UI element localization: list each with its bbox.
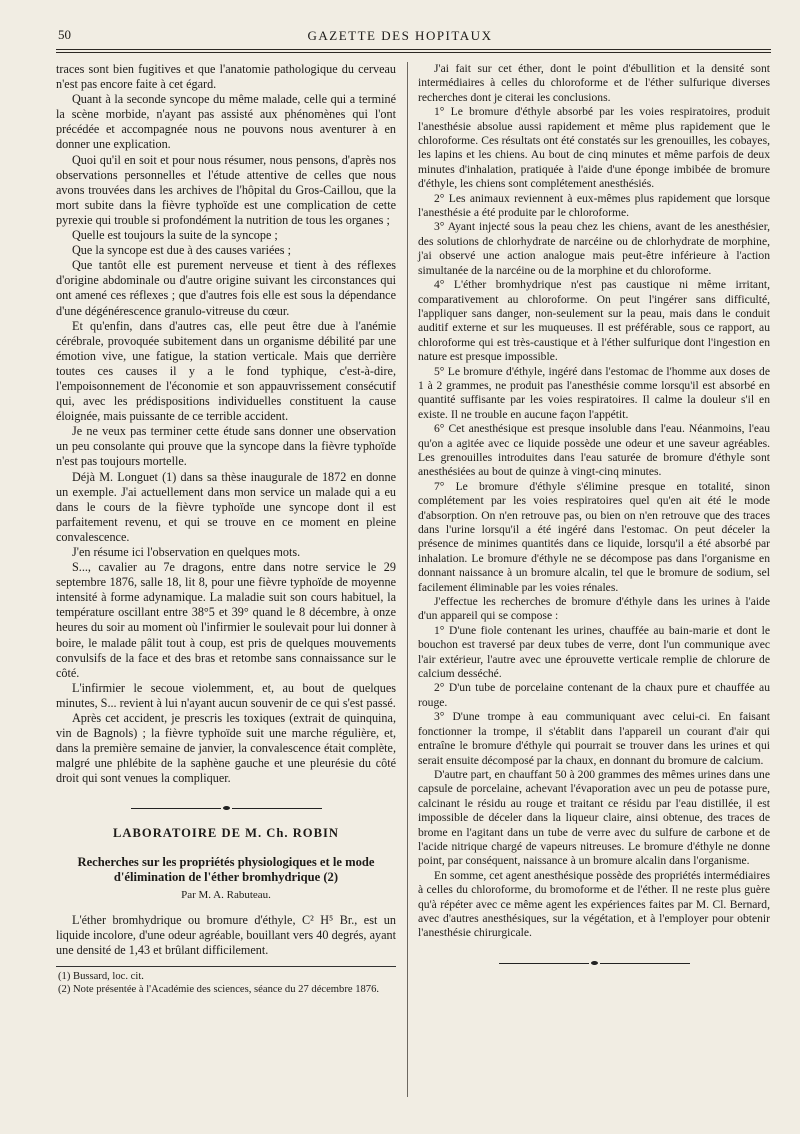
- paragraph: Que tantôt elle est purement nerveuse et tient à des réflexes d'origine abdominale ou d'autre origine suivant les circonstances qui ont amené ces réflexes ; que d'autres fois elle est sous la dépendance d'une dégénérescence granulo-vitreuse du cœur.: [56, 258, 396, 318]
- paragraph: Déjà M. Longuet (1) dans sa thèse inaugurale de 1872 en donne un exemple. J'ai actuellement dans mon service un malade qui a eu dans le cours de la fièvre typhoïde une syncope dont il est parfaitement revenu, et qui se trouve en ce moment en pleine convalescence.: [56, 469, 396, 544]
- paragraph: L'infirmier le secoue violemment, et, au bout de quelques minutes, S... revient à lui n'ayant aucun souvenir de ce qui s'est passé.: [56, 680, 396, 710]
- paper-title: Recherches sur les propriétés physiologiques et le mode d'élimination de l'éther bromhydrique (2): [77, 854, 375, 884]
- footnote: (1) Bussard, loc. cit.: [58, 971, 144, 983]
- paragraph: J'effectue les recherches de bromure d'éthyle dans les urines à l'aide d'un appareil qui se compose :: [418, 595, 770, 623]
- paragraph: 7° Le bromure d'éthyle s'élimine presque en totalité, sinon complétement par les voies respiratoires quel qu'en ait été le mode d'absorption. On n'en retrouve pas, ou bien on n'en retrouve que des traces dans l'urine lorsqu'il a été ingéré dans l'estomac. On peut déceler la présence de minimes quantités dans ce liquide, lorsqu'il a été absorbé par inhalation. Le bromure d'éthyle ne se décompose pas dans l'organisme en donnant naissance à un bromure alcalin, tel que le bromure de sodium, sel facilement éliminable par les voies rénales.: [418, 479, 770, 594]
- paragraph: 4° L'éther bromhydrique n'est pas caustique ni même irritant, comparativement au chloroforme. On peut l'ingérer sans difficulté, l'appliquer sans danger, non-seulement sur la peau, mais dans le conduit auditif externe et sur les muqueuses. Il est préférable, sous ce rapport, au chloroforme qui est très-caustique et à l'éther sulfurique dont l'ingestion en nature est presque impossible.: [418, 278, 770, 364]
- paragraph: Que la syncope est due à des causes variées ;: [72, 243, 291, 258]
- section-separator: [56, 801, 396, 816]
- page-number: 50: [58, 27, 71, 42]
- right-column: [418, 62, 770, 981]
- paragraph: traces sont bien fugitives et que l'anatomie pathologique du cerveau n'est pas encore faite à cet égard.: [56, 62, 396, 92]
- paragraph: Après cet accident, je prescris les toxiques (extrait de quinquina, vin de Bagnols) ; la fièvre typhoïde suit une marche régulière, et, dans la première semaine de janvier, la convalescence était complète, malgré une phlébite de la saphène gauche et une pleurésie du côté droit qui sont venues la compliquer.: [56, 711, 396, 786]
- running-head: GAZETTE DES HOPITAUX: [307, 28, 493, 43]
- paragraph: J'en résume ici l'observation en quelques mots.: [72, 545, 301, 559]
- paragraph: S..., cavalier au 7e dragons, entre dans notre service le 29 septembre 1876, salle 18, lit 8, pour une fièvre typhoïde de moyenne intensité à forme adynamique. La maladie suit son cours habituel, la température oscillant entre 38°5 et 39° quand le 8 décembre, à onze heures du soir au moment où l'infirmier le soulevait pour lui donner à boire, le malade pâlit tout à coup, est pris de quelques mouvements convulsifs de la face et des bras et retombe sans connaissance sur le côté.: [56, 560, 396, 680]
- paragraph: 3° Ayant injecté sous la peau chez les chiens, avant de les anesthésier, des solutions de chlorhydrate de narcéine ou de chlorhydrate de morphine, j'ai observé une action analogue mais peut-être inférieure à l'action simultanée de la narcéine ou de la morphine et du chloroforme.: [418, 220, 770, 277]
- paragraph: En somme, cet agent anesthésique possède des propriétés intermédiaires à celles du chloroforme, du bromoforme et de l'éther. Il ne reste plus guère qu'à répéter avec ce même agent les expériences faites par M. Cl. Bernard, avec d'autres anesthésiques, sur la végétation, et à l'employer pour obtenir l'anesthésie chirurgicale.: [418, 868, 770, 940]
- header-rule: [56, 49, 771, 53]
- lab-title: LABORATOIRE DE M. Ch. ROBIN: [113, 825, 339, 840]
- byline: Par M. A. Rabuteau.: [181, 888, 271, 901]
- paragraph: Quelle est toujours la suite de la syncope ;: [72, 228, 278, 243]
- paragraph: 2° D'un tube de porcelaine contenant de la chaux pure et chauffée au rouge.: [418, 681, 770, 709]
- paragraph: 1° D'une fiole contenant les urines, chauffée au bain-marie et dont le bouchon est traversé par deux tubes de verre, dont l'un communique avec l'air extérieur, l'autre avec une éprouvette verticale remplie de chlorure de calcium desséché.: [418, 623, 770, 681]
- paragraph: L'éther bromhydrique ou bromure d'éthyle, C² H⁵ Br., est un liquide incolore, d'une odeur agréable, bouillant vers 40 degrés, ayant une densité de 1,43 et brûlant difficilement.: [56, 912, 396, 957]
- paragraph: D'autre part, en chauffant 50 à 200 grammes des mêmes urines dans une capsule de porcelaine, achevant l'évaporation avec un peu de potasse pure, calcinant le résidu au rouge et traitant ce résidu par l'eau distillée, il est impossible de déceler dans la liqueur claire, ainsi obtenue, des traces de brome en l'agitant dans un tube de verre avec du sulfure de carbone et de l'acide nitrique chargé de vapeurs nitreuses. Le bromure d'éthyle ne donne point, par conséquent, naissance à un bromure alcalin dans l'organisme.: [418, 767, 770, 868]
- paragraph: 2° Les animaux reviennent à eux-mêmes plus rapidement que lorsque l'anesthésie a été produite par le chloroforme.: [418, 191, 770, 220]
- column-divider: [407, 62, 408, 1097]
- paragraph: J'ai fait sur cet éther, dont le point d'ébullition et la densité sont intermédiaires à celles du chloroforme et de l'éther sulfurique diverses recherches dont je citerai les conclusions.: [418, 62, 770, 104]
- paragraph: 3° D'une trompe à eau communiquant avec celui-ci. En faisant fonctionner la trompe, il s'établit dans l'appareil un courant d'air qui entraîne le bromure d'éthyle qui pourrait se trouver dans les urines et qui serait ensuite décomposé par la chaux, en donnant du bromure de calcium.: [418, 710, 770, 767]
- end-separator: [418, 957, 770, 971]
- paragraph: Quoi qu'il en soit et pour nous résumer, nous pensons, d'après nos observations personnelles et l'étude attentive de celles que nous avons trouvées dans les archives de l'hôpital du Gros-Caillou, que la mort subite dans la fièvre typhoïde est une complication de cette pyrexie qui trouble si profondément la nutrition de tous les organes ;: [56, 152, 396, 227]
- paragraph: Quant à la seconde syncope du même malade, celle qui a terminé la scène morbide, n'ayant pas assisté aux phénomènes qui l'ont précédée et accompagnée nous ne pouvons nous aventurer à en donner une explication.: [56, 92, 396, 152]
- paragraph: Je ne veux pas terminer cette étude sans donner une observation un peu consolante qui prouve que la syncope dans la fièvre typhoïde n'est pas toujours mortelle.: [56, 424, 396, 469]
- paragraph: Et qu'enfin, dans d'autres cas, elle peut être due à l'anémie cérébrale, provoquée subitement dans un organisme débilité par une émotion vive, une fatigue, la station verticale. Mais que derrière toutes ces causes il y a le fond typhique, c'est-à-dire, l'empoisonnement de l'économie et son appauvrissement consécutif qui, avec les prédispositions individuelles constituent la cause éloignée, mais puissante de ce terrible accident.: [56, 318, 396, 424]
- paragraph: 1° Le bromure d'éthyle absorbé par les voies respiratoires, produit l'anesthésie absolue aussi rapidement et même plus rapidement que le chloroforme. Ces résultats ont été constatés sur les grenouilles, les cobayes, les lapins et les chiens. Au bout de cinq minutes et même parfois de deux minutes d'inhalation, pratiquée à l'aide d'une éponge imbibée de bromure d'éthyle, les chiens sont complétement anesthésiés.: [418, 105, 770, 191]
- footnotes: [56, 966, 396, 996]
- paragraph: 6° Cet anesthésique est presque insoluble dans l'eau. Néanmoins, l'eau qu'on a agitée avec ce liquide possède une odeur et une saveur agréables. Les grenouilles introduites dans l'eau saturée de bromure d'éthyle sont anesthésiées au bout de quinze à vingt-cinq minutes.: [418, 422, 770, 479]
- left-column: [56, 62, 396, 996]
- paragraph: 5° Le bromure d'éthyle, ingéré dans l'estomac de l'homme aux doses de 1 à 2 grammes, ne produit pas l'anesthésie comme lorsqu'il est absorbé en quantité suffisante par les voies respiratoires. Il calme la douleur s'il en existe. Il ne trouble en aucune façon l'appétit.: [418, 364, 770, 421]
- footnote: (2) Note présentée à l'Académie des sciences, séance du 27 décembre 1876.: [58, 984, 380, 996]
